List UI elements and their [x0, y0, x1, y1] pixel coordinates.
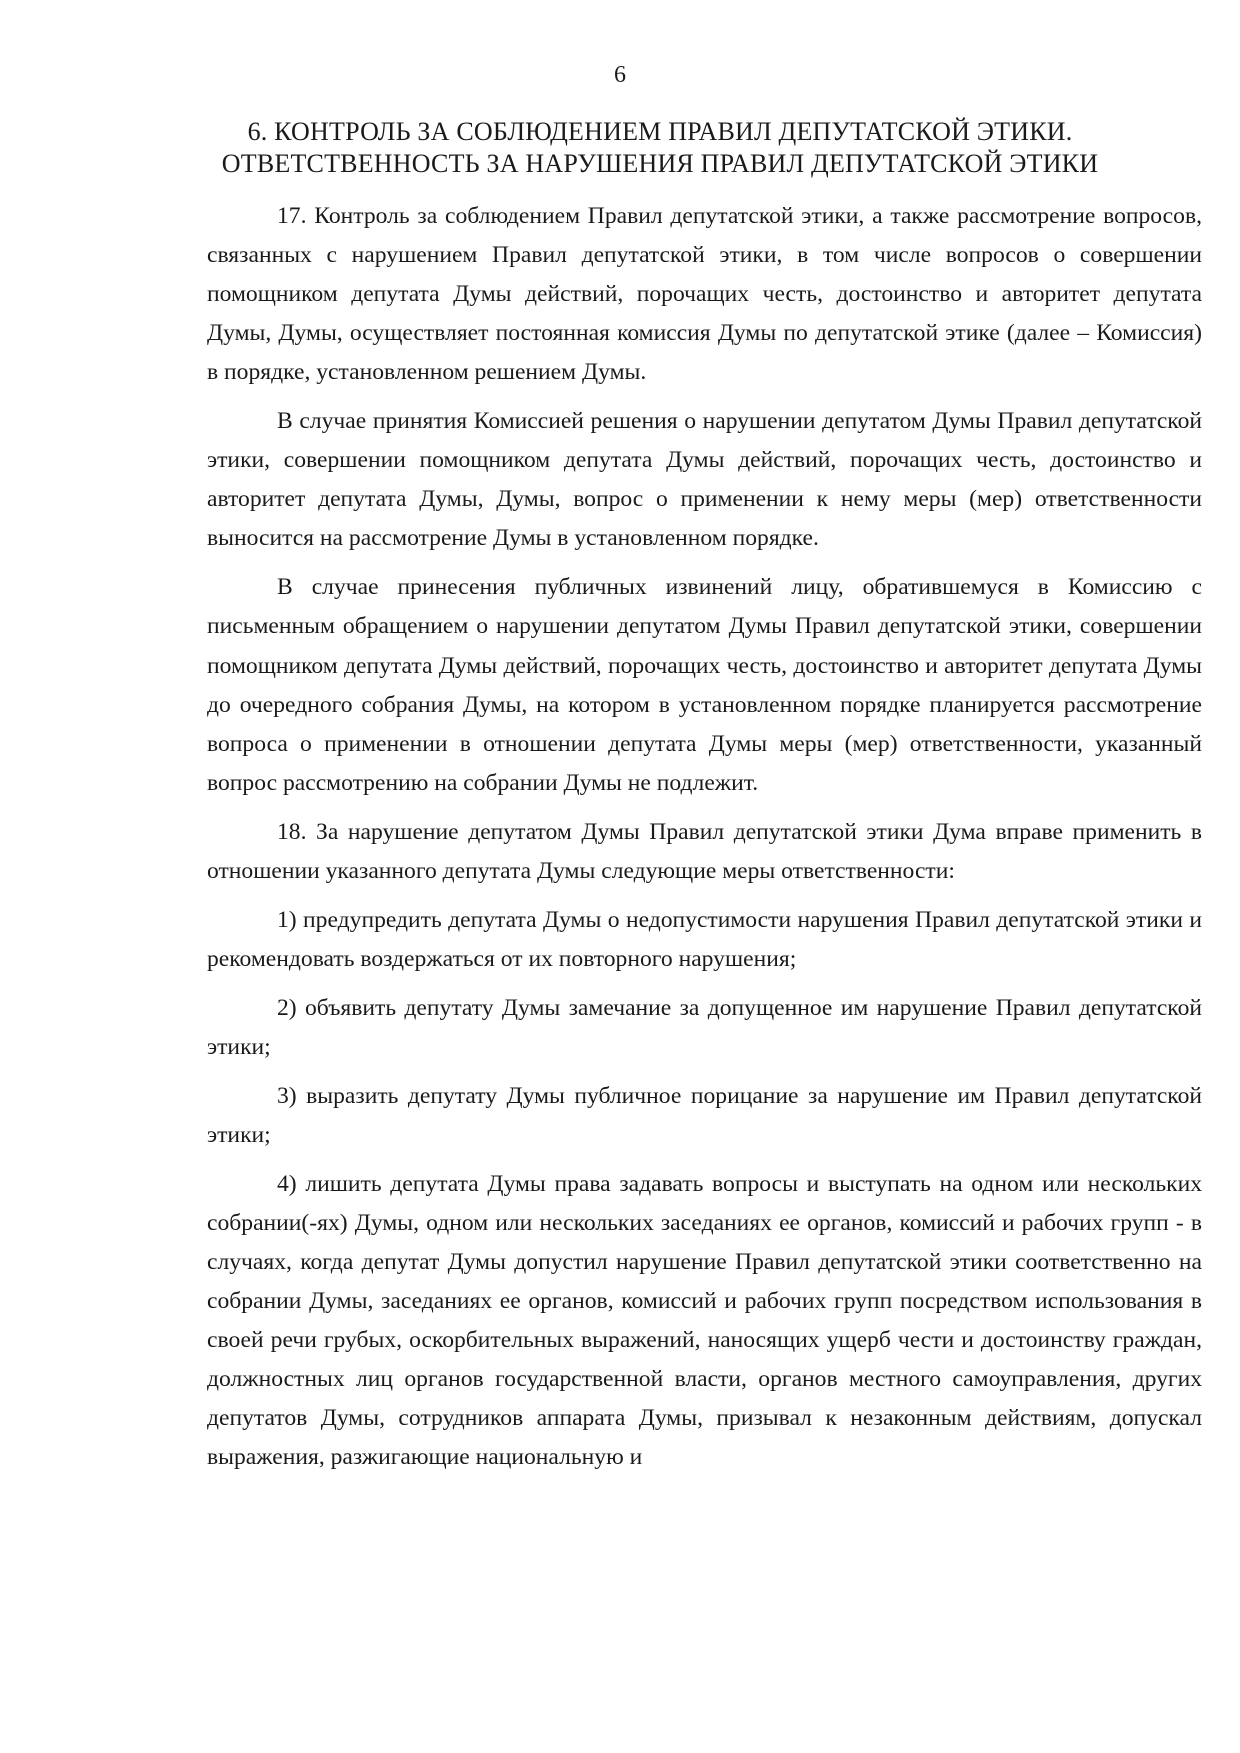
page-number: 6 [614, 62, 626, 88]
paragraph-public-apology: В случае принесения публичных извинений лицу, обратившемуся в Комиссию с письменным обращением о нарушении депутатом Думы Правил депутатской этики, совершении помощником депутата Думы действий, порочащих честь, достоинство и авторитет депутата Думы до очередного собрания Думы, на котором в установленном порядке планируется рассмотрение вопроса о применении в отношении депутата Думы меры (мер) ответственности, указанный вопрос рассмотрению на собрании Думы не подлежит. [207, 574, 1202, 796]
section-heading-line-2: ОТВЕТСТВЕННОСТЬ ЗА НАРУШЕНИЯ ПРАВИЛ ДЕПУТАТСКОЙ ЭТИКИ [221, 149, 1099, 178]
document-body [207, 197, 1202, 1487]
section-heading [180, 116, 1140, 180]
section-heading-line-1: 6. КОНТРОЛЬ ЗА СОБЛЮДЕНИЕМ ПРАВИЛ ДЕПУТАТСКОЙ ЭТИКИ. [247, 117, 1073, 146]
paragraph-18: 18. За нарушение депутатом Думы Правил депутатской этики Дума вправе применить в отношении указанного депутата Думы следующие меры ответственности: [207, 818, 1202, 884]
paragraph-17: 17. Контроль за соблюдением Правил депутатской этики, а также рассмотрение вопросов, связанных с нарушением Правил депутатской этики, в том числе вопросов о совершении помощником депутата Думы действий, порочащих честь, достоинство и авторитет депутата Думы, Думы, осуществляет постоянная комиссия Думы по депутатской этике (далее – Комиссия) в порядке, установленном решением Думы. [207, 203, 1202, 386]
list-item-4: 4) лишить депутата Думы права задавать вопросы и выступать на одном или нескольких собрании(-ях) Думы, одном или нескольких заседаниях ее органов, комиссий и рабочих групп - в случаях, когда депутат Думы допустил нарушение Правил депутатской этики соответственно на собрании Думы, заседаниях ее органов, комиссий и рабочих групп посредством использования в своей речи грубых, оскорбительных выражений, наносящих ущерб чести и достоинству граждан, должностных лиц органов государственной власти, органов местного самоуправления, других депутатов Думы, сотрудников аппарата Думы, призывал к незаконным действиям, допускал выражения, разжигающие национальную и [207, 1171, 1202, 1471]
list-item-2: 2) объявить депутату Думы замечание за допущенное им нарушение Правил депутатской этики; [207, 994, 1202, 1060]
list-item-3: 3) выразить депутату Думы публичное порицание за нарушение им Правил депутатской этики; [207, 1082, 1202, 1149]
list-item-1: 1) предупредить депутата Думы о недопустимости нарушения Правил депутатской этики и рекомендовать воздержаться от их повторного нарушения; [207, 906, 1202, 972]
paragraph-commission-decision: В случае принятия Комиссией решения о нарушении депутатом Думы Правил депутатской этики, совершении помощником депутата Думы действий, порочащих честь, достоинство и авторитет депутата Думы, Думы, вопрос о применении к нему меры (мер) ответственности выносится на рассмотрение Думы в установленном порядке. [207, 408, 1202, 552]
